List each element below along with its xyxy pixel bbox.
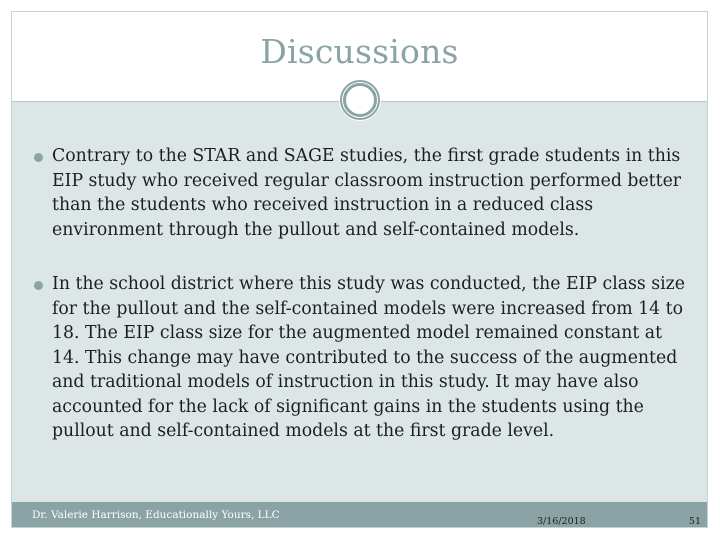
round-bullet-icon: [34, 153, 43, 162]
footer-date: 3/16/2018: [537, 516, 586, 527]
circle-ring-icon: [338, 78, 382, 122]
content-area: [12, 102, 707, 502]
footer-author: Dr. Valerie Harrison, Educationally Yours, LLC: [32, 509, 280, 521]
bullet-item-2: [34, 272, 694, 444]
round-bullet-icon: [34, 281, 43, 290]
bullet-text-2: In the school district where this study was conducted, the EIP class size for the pullout and the self-contained models were increased from 14 to 18. The EIP class size for the augmented model remained constant at 14. This change may have contributed to the success of the augmented and traditional models of instruction in this study. It may have also accounted for the lack of significant gains in the students using the pullout and self-contained models at the first grade level.: [52, 274, 685, 441]
slide-title: Discussions: [260, 32, 459, 71]
slide-footer: [12, 502, 707, 527]
bullet-item-1: [34, 144, 694, 242]
bullet-text-1: Contrary to the STAR and SAGE studies, the first grade students in this EIP study who received regular classroom instruction performed better than the students who received instruction in a reduced class environment through the pullout and self-contained models.: [52, 146, 682, 240]
footer-page-number: 51: [688, 516, 701, 527]
